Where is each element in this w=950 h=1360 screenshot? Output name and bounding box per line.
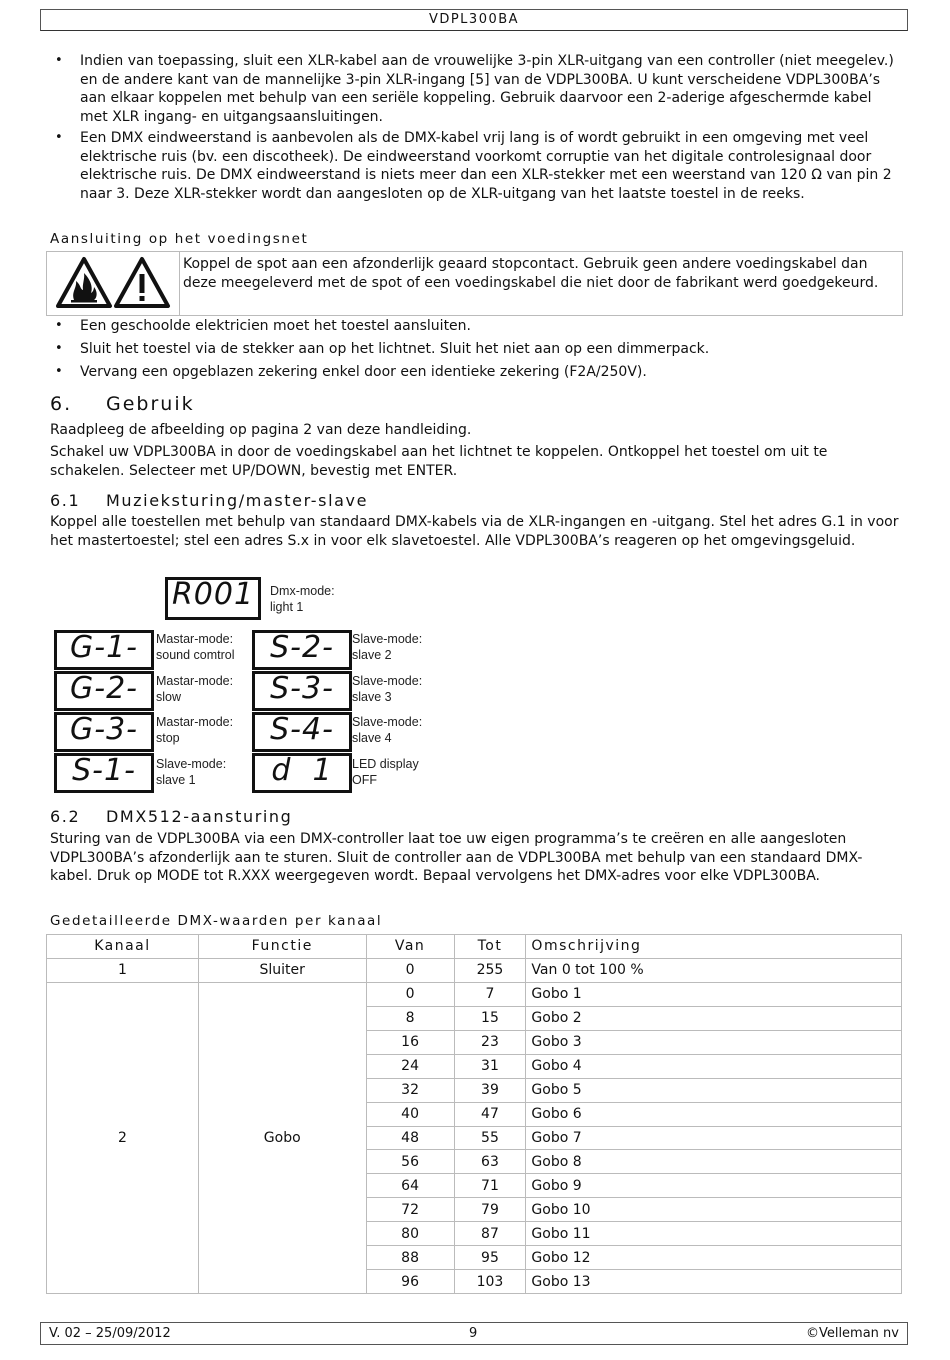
list-item: • Sluit het toestel via de stekker aan op het lichtnet. Sluit het niet aan op een dimmerpack. (50, 340, 900, 359)
section-title: Gebruik (106, 393, 195, 415)
column-header: Tot (454, 935, 526, 959)
table-cell: 87 (454, 1222, 526, 1246)
display-mode-figure (50, 575, 450, 795)
table-cell: 24 (366, 1054, 454, 1078)
table-cell: 8 (366, 1006, 454, 1030)
table-cell: Gobo 1 (526, 982, 902, 1006)
display-label: Dmx-mode: light 1 (270, 584, 335, 614)
footer-copyright: ©Velleman nv (805, 1326, 899, 1341)
display-label: Slave-mode: slave 2 (352, 632, 423, 662)
display-panel: S-3- (252, 671, 352, 711)
display-panel: G-3- (54, 712, 154, 752)
display-label: Slave-mode: slave 1 (156, 757, 227, 787)
table-cell: Gobo 12 (526, 1246, 902, 1270)
table-cell: 63 (454, 1150, 526, 1174)
power-heading: Aansluiting op het voedingsnet (50, 231, 309, 247)
exclamation-warning-icon (116, 259, 168, 306)
table-row (47, 982, 902, 1006)
power-bullet-list (50, 317, 900, 382)
display-panel: d 1 (252, 753, 352, 793)
table-cell: 80 (366, 1222, 454, 1246)
table-cell: Gobo 11 (526, 1222, 902, 1246)
table-cell: Gobo 4 (526, 1054, 902, 1078)
table-cell: Gobo 10 (526, 1198, 902, 1222)
display-label: Slave-mode: slave 4 (352, 715, 423, 745)
list-item: • Indien van toepassing, sluit een XLR-kabel aan de vrouwelijke 3-pin XLR-uitgang van een controller (niet meegelev.) en de andere kant van de mannelijke 3-pin XLR-ingang [5] van de VDPL300BA. U kunt verscheidene VDPL300BA’s aan elkaar koppelen met behulp van een seriële koppeling. Gebruik daarvoor een 2-aderige afgeschermde kabel met XLR ingang- en uitgangsaansluitingen. (50, 52, 900, 126)
table-cell: 55 (454, 1126, 526, 1150)
footer-version: V. 02 – 25/09/2012 (49, 1326, 171, 1341)
table-cell: Gobo 6 (526, 1102, 902, 1126)
table-cell: 48 (366, 1126, 454, 1150)
list-item: • Vervang een opgeblazen zekering enkel door een identieke zekering (F2A/250V). (50, 363, 900, 382)
section-6-1-heading (50, 491, 368, 510)
table-cell: 72 (366, 1198, 454, 1222)
display-label: Mastar-mode: sound comtrol (156, 632, 235, 662)
display-panel: G-2- (54, 671, 154, 711)
list-item: • Een DMX eindweerstand is aanbevolen als de DMX-kabel vrij lang is of wordt gebruikt in een omgeving met veel elektrische ruis (bv. een discotheek). De eindweerstand voorkomt corruptie van het digitale controlesignaal door elektrische ruis. De DMX eindweerstand is niets meer dan een XLR-stekker met een weerstand van 120 Ω van pin 2 naar 3. Deze XLR-stekker wordt dan aangesloten op de XLR-uitgang van het laatste toestel in de reeks. (50, 129, 900, 203)
section-number: 6.1 (50, 491, 81, 510)
table-cell: 16 (366, 1030, 454, 1054)
table-cell: 0 (366, 982, 454, 1006)
paragraph: Schakel uw VDPL300BA in door de voedingskabel aan het lichtnet te koppelen. Ontkoppel het toestel om uit te schakelen. Selecteer met UP/DOWN, bevestig met ENTER. (50, 444, 828, 479)
table-row (47, 958, 902, 982)
display-label: LED display OFF (352, 757, 419, 787)
table-cell: 79 (454, 1198, 526, 1222)
table-cell: Gobo 3 (526, 1030, 902, 1054)
column-header: Functie (198, 935, 366, 959)
table-cell: Gobo 5 (526, 1078, 902, 1102)
table-cell: 2 (47, 982, 199, 1293)
display-panel: S-1- (54, 753, 154, 793)
footer-page-number: 9 (469, 1326, 478, 1341)
intro-bullet-list (50, 52, 900, 203)
column-header: Van (366, 935, 454, 959)
table-cell: Gobo (198, 982, 366, 1293)
table-cell: Sluiter (198, 958, 366, 982)
table-cell: 1 (47, 958, 199, 982)
column-header: Omschrijving (526, 935, 902, 959)
section-6-2-heading (50, 807, 292, 826)
table-cell: 96 (366, 1270, 454, 1294)
table-cell: 71 (454, 1174, 526, 1198)
column-header: Kanaal (47, 935, 199, 959)
display-panel: S-2- (252, 630, 352, 670)
table-cell: 0 (366, 958, 454, 982)
warning-box (46, 251, 903, 316)
page-header (40, 9, 908, 31)
header-title: VDPL300BA (428, 12, 520, 27)
section-number: 6. (50, 393, 73, 415)
section-number: 6.2 (50, 807, 81, 826)
table-cell: Gobo 9 (526, 1174, 902, 1198)
dmx-table (46, 934, 902, 1294)
display-label: Mastar-mode: slow (156, 674, 234, 704)
flammable-icon (58, 259, 110, 306)
section-title: Muzieksturing/master-slave (106, 491, 369, 510)
table-cell: 32 (366, 1078, 454, 1102)
table-cell: 40 (366, 1102, 454, 1126)
table-cell: Van 0 tot 100 % (526, 958, 902, 982)
table-cell: 88 (366, 1246, 454, 1270)
table-cell: 56 (366, 1150, 454, 1174)
paragraph: Sturing van de VDPL300BA via een DMX-controller laat toe uw eigen programma’s te creëren en alle aangesloten VDPL300BA’s afzonderlijk aan te sturen. Sluit de controller aan de VDPL300BA met behulp van een standaard DMX-kabel. Druk op MODE tot R.XXX weergegeven wordt. Bepaal vervolgens het DMX-adres voor elke VDPL300BA. (50, 831, 863, 884)
paragraph: Koppel alle toestellen met behulp van standaard DMX-kabels via de XLR-ingangen en -uitgang. Stel het adres G.1 in voor het mastertoestel; stel een adres S.x in voor elk slavetoestel. Alle VDPL300BA’s reageren op het omgevingsgeluid. (50, 514, 899, 549)
table-cell: Gobo 7 (526, 1126, 902, 1150)
display-label: Slave-mode: slave 3 (352, 674, 423, 704)
section-title: DMX512-aansturing (106, 807, 293, 826)
display-panel: S-4- (252, 712, 352, 752)
page-footer (40, 1322, 908, 1345)
table-cell: 47 (454, 1102, 526, 1126)
table-cell: 64 (366, 1174, 454, 1198)
table-cell: Gobo 8 (526, 1150, 902, 1174)
table-cell: 95 (454, 1246, 526, 1270)
table-cell: 31 (454, 1054, 526, 1078)
table-cell: 255 (454, 958, 526, 982)
table-cell: 7 (454, 982, 526, 1006)
display-panel: R001 (165, 577, 261, 620)
display-panel: G-1- (54, 630, 154, 670)
warning-icons (47, 252, 180, 315)
table-cell: 23 (454, 1030, 526, 1054)
table-caption: Gedetailleerde DMX-waarden per kanaal (50, 913, 383, 929)
display-label: Mastar-mode: stop (156, 715, 234, 745)
list-item: • Een geschoolde elektricien moet het toestel aansluiten. (50, 317, 900, 336)
table-cell: 103 (454, 1270, 526, 1294)
table-cell: 15 (454, 1006, 526, 1030)
paragraph: Raadpleeg de afbeelding op pagina 2 van deze handleiding. (50, 422, 472, 438)
section-6-heading (50, 393, 195, 415)
table-cell: Gobo 2 (526, 1006, 902, 1030)
table-header-row (47, 935, 902, 959)
warning-text: Koppel de spot aan een afzonderlijk geaard stopcontact. Gebruik geen andere voedingskabel dan deze meegeleverd met de spot of een voedingskabel die niet door de fabrikant werd goedgekeurd. (183, 256, 879, 291)
table-cell: 39 (454, 1078, 526, 1102)
table-cell: Gobo 13 (526, 1270, 902, 1294)
